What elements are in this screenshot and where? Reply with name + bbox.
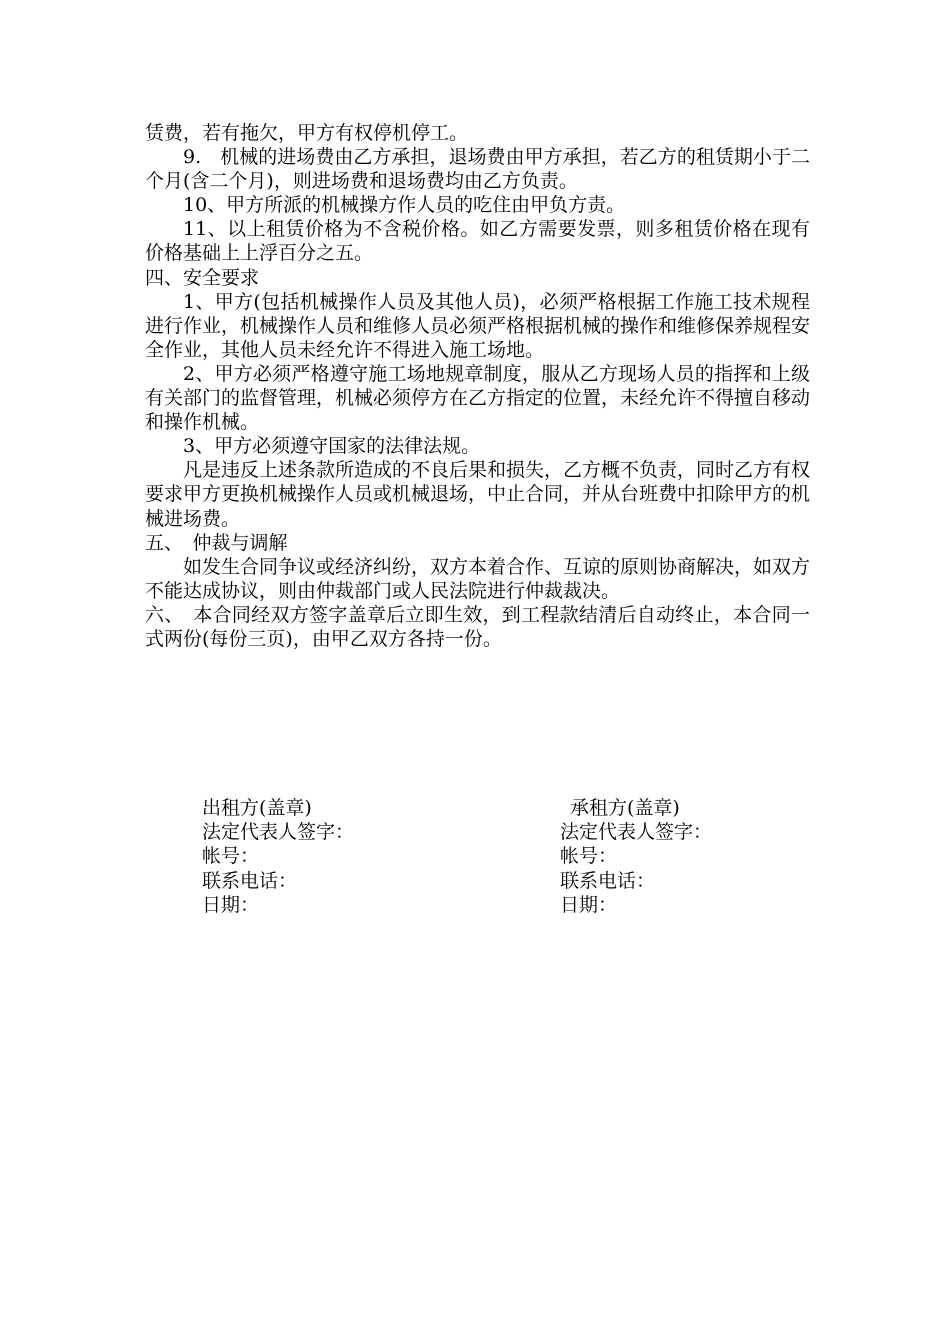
section-heading-arbitration: 五、 仲裁与调解 (145, 531, 288, 554)
lessor-account: 帐号： (202, 845, 260, 868)
lessor-representative: 法定代表人签字： (202, 821, 355, 844)
paragraph-continuation: 赁费，若有拖欠，甲方有权停机停工。 (145, 122, 469, 144)
lessee-date: 日期： (560, 893, 618, 916)
lessor-phone: 联系电话： (202, 869, 298, 892)
lessee-title: 承租方(盖章) (570, 797, 680, 819)
lessor-date: 日期： (202, 893, 260, 916)
arbitration-clause: 如发生合同争议或经济纠纷，双方本着合作、互谅的原则协商解决，如双方不能达成协议，则由仲裁部门或人民法院进行仲裁裁决。 (145, 555, 811, 602)
section-effective-clause: 六、 本合同经双方签字盖章后立即生效，到工程款结清后自动终止，本合同一式两份(每份三页)，由甲乙双方各持一份。 (145, 603, 810, 650)
safety-clause-3: 3、甲方必须遵守国家的法律法规。 (183, 435, 481, 458)
lessee-representative: 法定代表人签字： (560, 821, 713, 844)
lessor-title: 出租方(盖章) (202, 797, 312, 819)
section-heading-safety: 四、安全要求 (145, 266, 260, 289)
clause-11: 11、以上租赁价格为不含税价格。如乙方需要发票，则多租赁价格在现有价格基础上上浮百分之五。 (145, 218, 810, 265)
lessee-signature-block (560, 796, 712, 917)
safety-clause-2: 2、甲方必须严格遵守施工场地规章制度，服从乙方现场人员的指挥和上级有关部门的监督管理，机械必须停方在乙方指定的位置，未经允许不得擅自移动和操作机械。 (145, 362, 811, 434)
clause-9: 9. 机械的进场费由乙方承担，退场费由甲方承担，若乙方的租赁期小于二个月(含二个月)，则进场费和退场费均由乙方负责。 (145, 146, 810, 193)
lessee-account: 帐号： (560, 845, 618, 868)
safety-violation-note: 凡是违反上述条款所造成的不良后果和损失，乙方概不负责，同时乙方有权要求甲方更换机械操作人员或机械退场，中止合同，并从台班费中扣除甲方的机械进场费。 (145, 459, 811, 530)
contract-body (145, 121, 810, 651)
clause-10: 10、甲方所派的机械操方作人员的吃住由甲负方责。 (183, 194, 626, 217)
lessor-signature-block (202, 796, 354, 917)
safety-clause-1: 1、甲方(包括机械操作人员及其他人员)，必须严格根据工作施工技术规程进行作业，机械操作人员和维修人员必须严格根据机械的操作和维修保养规程安全作业，其他人员未经允许不得进入施工场地。 (145, 290, 811, 361)
lessee-phone: 联系电话： (560, 869, 656, 892)
